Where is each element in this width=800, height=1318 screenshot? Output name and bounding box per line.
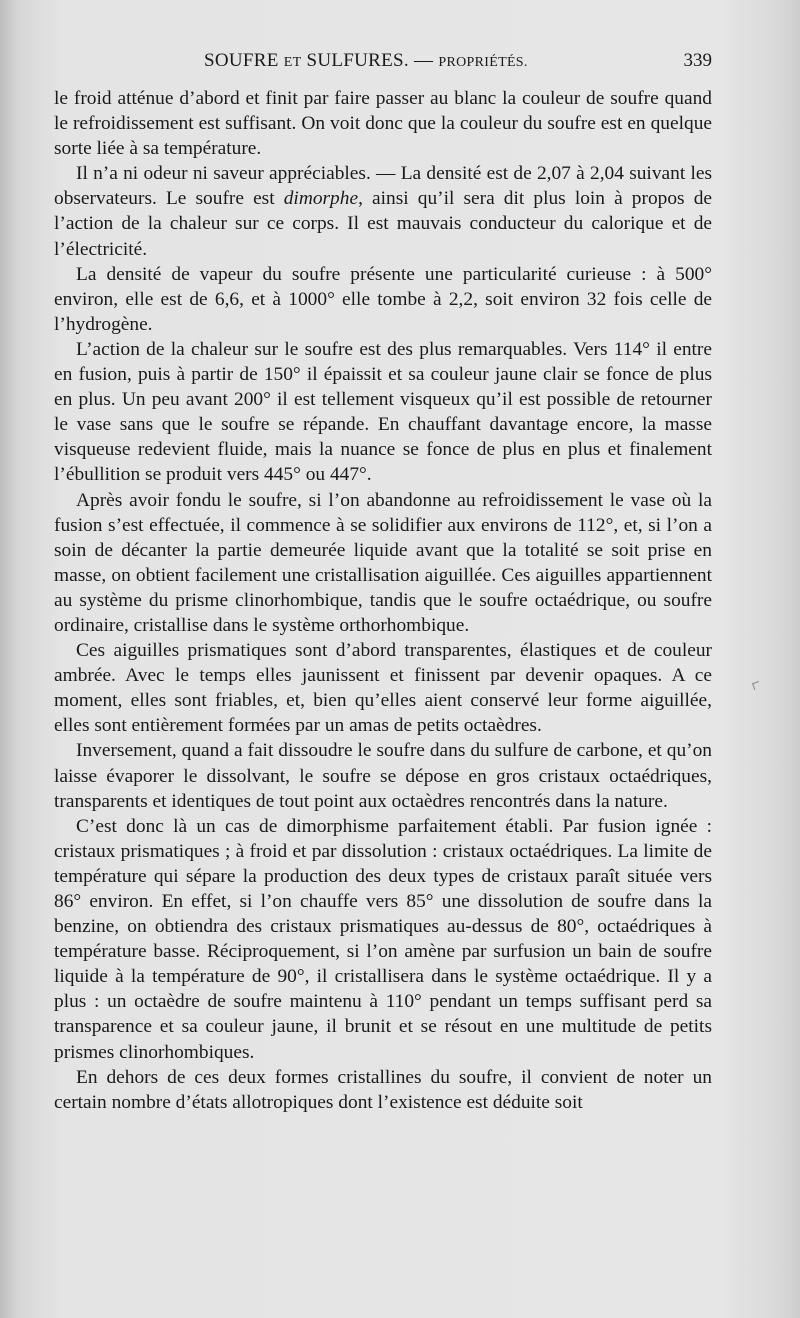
running-head — [204, 50, 528, 72]
paragraph-5: Après avoir fondu le soufre, si l’on abandonne au refroidissement le vase où la fusion s’est effectuée, il commence à se solidifier aux environs de 112°, et, si l’on a soin de décanter la partie demeurée liquide avant que la totalité se soit prise en masse, on obtient facilement une cristallisation aiguillée. Ces aiguilles appartiennent au système du prisme clinorhombique, tandis que le soufre octaédrique, ou soufre ordinaire, cristallise dans le système orthorhombique. — [54, 489, 712, 636]
running-head-section: PROPRIÉTÉS. — [438, 55, 528, 70]
paragraph-2-before: Il n’a ni odeur ni saveur appréciables. — La densité est de 2,07 à 2,04 suivant les observateurs. Le soufre est — [54, 163, 712, 210]
paragraph-3: La densité de vapeur du soufre présente une particularité curieuse : à 500° environ, elle est de 6,6, et à 1000° elle tombe à 2,2, soit environ 32 fois celle de l’hydrogène. — [54, 263, 712, 335]
paragraph-9: En dehors de ces deux formes cristallines du soufre, il convient de noter un certain nombre d’états allotropiques dont l’existence est déduite soit — [54, 1066, 712, 1113]
page-number: 339 — [683, 50, 712, 71]
paragraph-2 — [54, 161, 712, 261]
paragraph-4: L’action de la chaleur sur le soufre est des plus remarquables. Vers 114° il entre en fusion, puis à partir de 150° il épaissit et sa couleur jaune clair se fonce de plus en plus. Un peu avant 200° il est tellement visqueux qu’il est possible de retourner le vase sans que le soufre se répande. En chauffant davantage encore, la masse visqueuse redevient fluide, mais la nuance se fonce de plus en plus et finalement l’ébullition se produit vers 445° ou 447°. — [54, 338, 712, 486]
running-head-dash: — — [414, 50, 434, 71]
body-text — [54, 86, 712, 1115]
paragraph-1: le froid atténue d’abord et finit par faire passer au blanc la couleur de soufre quand le refroidissement est suffisant. On voit donc que la couleur du soufre est en quelque sorte liée à sa température. — [54, 88, 712, 160]
margin-mark — [752, 681, 761, 690]
paragraph-2-after: , ainsi qu’il sera dit plus loin à propos de l’action de la chaleur sur ce corps. Il est mauvais conducteur du calorique et de l’électricité. — [54, 188, 713, 260]
paragraph-6: Ces aiguilles prismatiques sont d’abord transparentes, élastiques et de couleur ambrée. Avec le temps elles jaunissent et finissent par devenir opaques. A ce moment, elles sont friables, et, bien qu’elles aient conservé leur forme aiguillée, elles sont entièrement formées par un amas de petits octaèdres. — [54, 640, 712, 737]
paragraph-7: Inversement, quand a fait dissoudre le soufre dans du sulfure de carbone, et qu’on laisse évaporer le dissolvant, le soufre se dépose en gros cristaux octaédriques, transparents et identiques de tout point aux octaèdres rencontrés dans la nature. — [54, 740, 712, 812]
paragraph-8: C’est donc là un cas de dimorphisme parfaitement établi. Par fusion ignée : cristaux prismatiques ; à froid et par dissolution : cristaux octaédriques. La limite de température qui sépare la production des deux types de cristaux paraît située vers 86° environ. En effet, si l’on chauffe vers 85° une dissolution de soufre dans la benzine, on obtiendra des cristaux prismatiques au-dessus de 80°, octaédriques à température basse. Réciproquement, si l’on amène par surfusion un bain de soufre liquide à la température de 90°, il cristallisera dans le système octaédrique. Il y a plus : un octaèdre de soufre maintenu à 110° pendant un temps suffisant perd sa transparence et sa couleur jaune, il brunit et se résout en une multitude de petits prismes clinorhombiques. — [54, 815, 712, 1063]
page-header — [54, 48, 712, 78]
running-head-title-2: SULFURES. — [306, 50, 409, 71]
paragraph-2-emphasis: dimorphe — [283, 188, 359, 210]
running-head-et: ET — [283, 55, 302, 70]
running-head-title-1: SOUFRE — [204, 50, 279, 71]
